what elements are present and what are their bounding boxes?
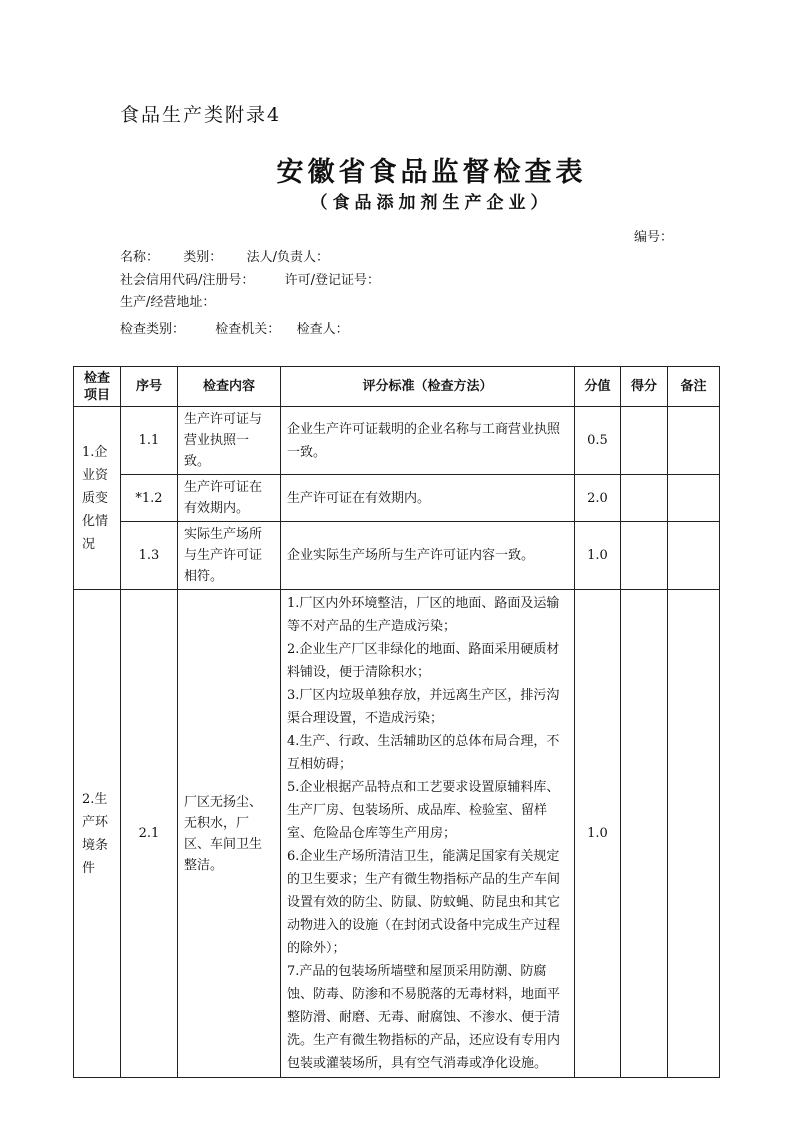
seq-cell: 1.3 [121, 522, 178, 590]
page-subtitle: （食品添加剂生产企业） [310, 193, 553, 213]
seq-cell: 1.1 [121, 407, 178, 475]
item-cell: 1.企业资质变化情况 [74, 407, 121, 590]
seq-cell: 2.1 [121, 590, 178, 1078]
category-label: 类别： [183, 250, 223, 265]
seq-cell: *1.2 [121, 475, 178, 522]
table-header-row [74, 367, 720, 407]
score-got-cell[interactable] [621, 522, 668, 590]
content-cell: 生产许可证与营业执照一致。 [178, 407, 281, 475]
legal-person-label: 法人/负责人： [246, 250, 329, 265]
content-cell: 生产许可证在有效期内。 [178, 475, 281, 522]
criteria-line: 生产许可证在有效期内。 [287, 490, 431, 506]
content-cell: 厂区无扬尘、无积水，厂区、车间卫生整洁。 [178, 590, 281, 1078]
score-value-cell: 2.0 [575, 475, 621, 522]
remark-cell[interactable] [668, 407, 720, 475]
license-number-label: 许可/登记证号： [284, 273, 381, 288]
score-got-cell[interactable] [621, 475, 668, 522]
criteria-line: 企业生产许可证载明的企业名称与工商营业执照一致。 [287, 421, 561, 460]
criteria-line: 3.厂区内垃圾单独存放，并远离生产区，排污沟渠合理设置，不造成污染； [287, 688, 560, 726]
inspector-label: 检查人： [296, 322, 349, 337]
criteria-cell [281, 522, 575, 590]
header-criteria: 评分标准（检查方法） [281, 367, 575, 407]
criteria-cell [281, 475, 575, 522]
table-row [74, 522, 720, 590]
item-cell: 2.生产环境条件 [74, 590, 121, 1078]
criteria-line: 2.企业生产厂区非绿化的地面、路面采用硬质材料铺设，便于清除积水； [287, 642, 560, 680]
inspection-info-line [120, 318, 349, 337]
header-content: 检查内容 [178, 367, 281, 407]
appendix-label: 食品生产类附录4 [120, 104, 282, 126]
table-row [74, 475, 720, 522]
score-got-cell[interactable] [621, 407, 668, 475]
criteria-cell [281, 407, 575, 475]
serial-number-field [634, 226, 673, 245]
inspection-authority-label: 检查机关： [215, 322, 281, 337]
header-score-value: 分值 [575, 367, 621, 407]
inspection-type-label: 检查类别： [120, 322, 186, 337]
credit-code-label: 社会信用代码/注册号： [120, 273, 255, 288]
header-item: 检查项目 [74, 367, 121, 407]
header-seq: 序号 [121, 367, 178, 407]
criteria-cell [281, 590, 575, 1078]
criteria-line: 7.产品的包装场所墙壁和屋顶采用防潮、防腐蚀、防毒、防渗和不易脱落的无毒材料，地面平整防滑、耐磨、无毒、耐腐蚀、不渗水、便于清洗。生产有微生物指标的产品，还应设有专用内包装或灌装场所，具有空气消毒或净化设施。 [287, 964, 561, 1071]
score-value-cell: 1.0 [575, 590, 621, 1078]
basic-info-line-2 [120, 269, 380, 288]
table-row [74, 407, 720, 475]
basic-info-line-1 [120, 246, 329, 265]
serial-number-label: 编号： [634, 230, 674, 245]
criteria-line: 企业实际生产场所与生产许可证内容一致。 [287, 548, 535, 563]
page-title: 安徽省食品监督检查表 [276, 157, 587, 188]
table-row [74, 590, 720, 1078]
header-score-got: 得分 [621, 367, 668, 407]
score-value-cell: 1.0 [575, 522, 621, 590]
criteria-line: 1.厂区内外环境整洁，厂区的地面、路面及运输等不对产品的生产造成污染； [287, 596, 560, 634]
remark-cell[interactable] [668, 522, 720, 590]
criteria-line: 4.生产、行政、生活辅助区的总体布局合理，不互相妨碍； [287, 734, 560, 772]
remark-cell[interactable] [668, 590, 720, 1078]
basic-info-line-3 [120, 291, 215, 310]
address-label: 生产/经营地址： [120, 295, 216, 310]
content-cell: 实际生产场所与生产许可证相符。 [178, 522, 281, 590]
header-remark: 备注 [668, 367, 720, 407]
inspection-table [73, 366, 720, 1078]
criteria-line: 5.企业根据产品特点和工艺要求设置原辅料库、生产厂房、包装场所、成品库、检验室、留样室、危险品仓库等生产用房； [287, 780, 560, 841]
remark-cell[interactable] [668, 475, 720, 522]
score-got-cell[interactable] [621, 590, 668, 1078]
criteria-line: 6.企业生产场所清洁卫生，能满足国家有关规定的卫生要求；生产有微生物指标产品的生产车间设置有效的防尘、防鼠、防蚊蝇、防昆虫和其它动物进入的设施（在封闭式设备中完成生产过程的除外）； [287, 849, 561, 956]
name-label: 名称： [120, 250, 160, 265]
score-value-cell: 0.5 [575, 407, 621, 475]
